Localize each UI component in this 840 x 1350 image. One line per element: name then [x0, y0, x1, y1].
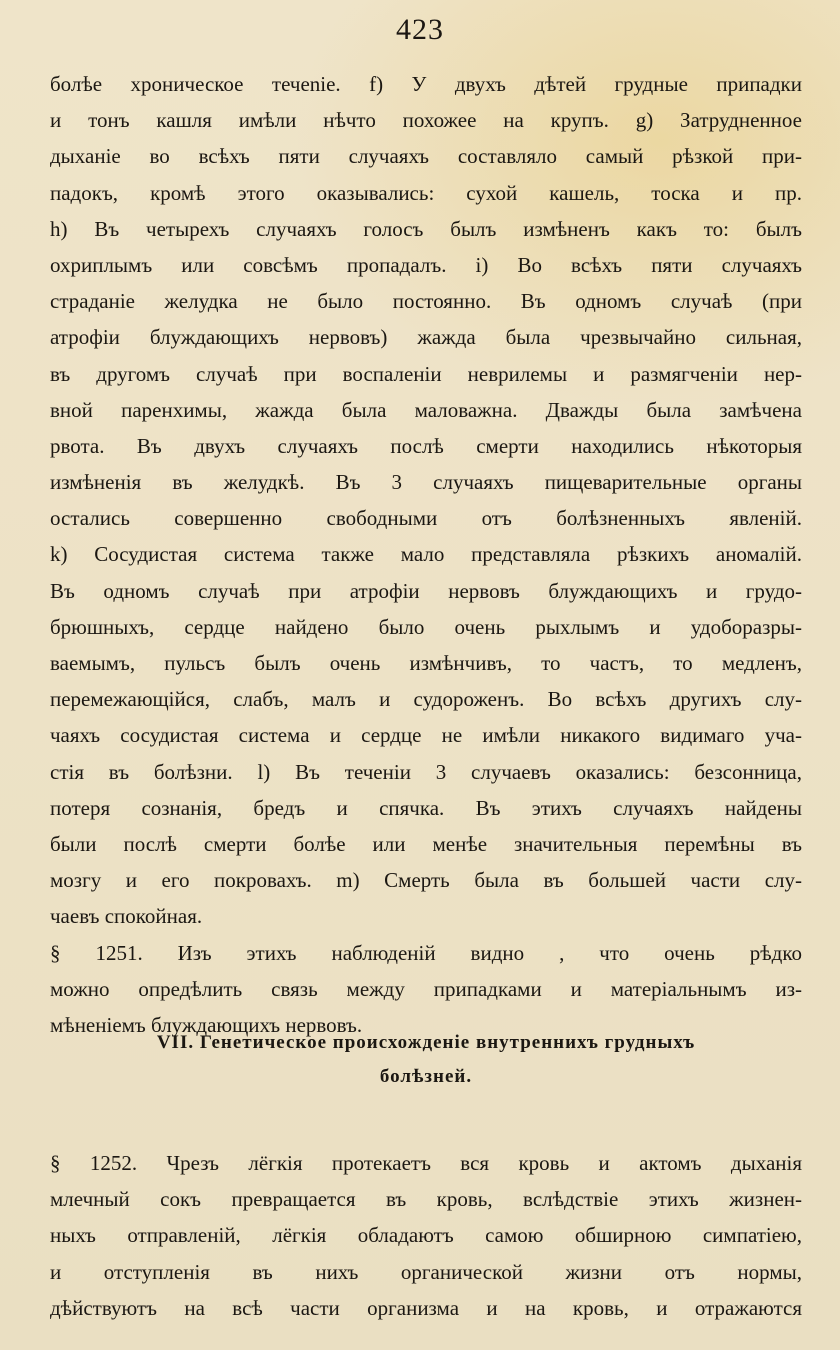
text-line: вной паренхимы, жажда была маловажна. Дважды была замѣчена: [50, 397, 802, 422]
text-line: страданie желудка не было постоянно. Въ одномъ случаѣ (при: [50, 289, 802, 314]
text-line: ныхъ отправленiй, лёгкiя обладаютъ самою обширною симпатiею,: [50, 1223, 802, 1248]
text-line: § 1251. Изъ этихъ наблюденiй видно , что очень рѣдко: [50, 940, 802, 965]
text-line: мозгу и его покровахъ. m) Смерть была въ большей части слу-: [50, 868, 802, 893]
text-line: можно опредѣлить связь между припадками и матерiальнымъ из-: [50, 976, 802, 1001]
text-line: брюшныхъ, сердце найдено было очень рыхлымъ и удоборазры-: [50, 614, 802, 639]
text-line: охриплымъ или совсѣмъ пропадалъ. i) Во всѣхъ пяти случаяхъ: [50, 252, 802, 277]
text-line: стiя въ болѣзни. l) Въ теченiи 3 случаевъ оказались: безсонница,: [50, 759, 802, 784]
text-line: § 1252. Чрезъ лёгкiя протекаетъ вся кровь и актомъ дыханiя: [50, 1151, 802, 1175]
section-heading-line-2: болѣзней.: [379, 1066, 473, 1087]
text-line: ваемымъ, пульсъ былъ очень измѣнчивъ, то частъ, то медленъ,: [50, 651, 802, 675]
text-line: потеря сознанiя, бредъ и спячка. Въ этихъ случаяхъ найдены: [50, 795, 802, 820]
text-line: атрофiи блуждающихъ нервовъ) жажда была чрезвычайно сильная,: [50, 325, 802, 350]
text-line: h) Въ четырехъ случаяхъ голосъ былъ измѣненъ какъ то: былъ: [50, 216, 802, 241]
text-line: въ другомъ случаѣ при воспаленiи неврилемы и размягченiи нер-: [50, 361, 802, 386]
text-line: были послѣ смерти болѣе или менѣе значительныя перемѣны въ: [50, 831, 802, 856]
page-number: 423: [396, 13, 444, 46]
text-line: падокъ, кромѣ этого оказывались: сухой кашель, тоска и пр.: [50, 180, 802, 205]
text-line: Въ одномъ случаѣ при атрофiи нервовъ блуждающихъ и грудо-: [50, 578, 802, 603]
text-block-lower: [50, 1145, 802, 1326]
text-line: дыханie во всѣхъ пяти случаяхъ составляло самый рѣзкой при-: [50, 144, 802, 169]
text-line: k) Сосудистая система также мало представляла рѣзкихъ аномалiй.: [50, 542, 802, 567]
text-line: рвота. Въ двухъ случаяхъ послѣ смерти находились нѣкоторыя: [50, 433, 802, 458]
text-line: чаевъ спокойная.: [50, 904, 203, 929]
text-line: мѣненiемъ блуждающихъ нервовъ.: [50, 1012, 363, 1037]
text-line: измѣненiя въ желудкѣ. Въ 3 случаяхъ пищеварительные органы: [50, 470, 802, 495]
text-line: чаяхъ сосудистая система и сердце не имѣли никакого видимаго уча-: [50, 723, 802, 748]
text-line: дѣйствуютъ на всѣ части организма и на кровь, и отражаются: [50, 1295, 802, 1320]
text-line: и отступленiя въ нихъ органической жизни отъ нормы,: [50, 1259, 802, 1284]
text-line: перемежающiйся, слабъ, малъ и судороженъ. Во всѣхъ другихъ слу-: [50, 687, 802, 712]
text-line: и тонъ кашля имѣли нѣчто похожее на крупъ. g) Затрудненное: [50, 108, 802, 133]
text-line: остались совершенно свободными отъ болѣзненныхъ явленiй.: [50, 506, 802, 531]
section-heading-line-1: VII. Генетическое происхожденiе внутреннихъ грудныхъ: [156, 1032, 696, 1053]
text-line: болѣе хроническое течеnie. f) У двухъ дѣтей грудные припадки: [50, 72, 802, 96]
text-line: млечный сокъ превращается въ кровь, вслѣдствie этихъ жизнен-: [50, 1187, 802, 1212]
text-block-upper: [50, 66, 802, 1043]
